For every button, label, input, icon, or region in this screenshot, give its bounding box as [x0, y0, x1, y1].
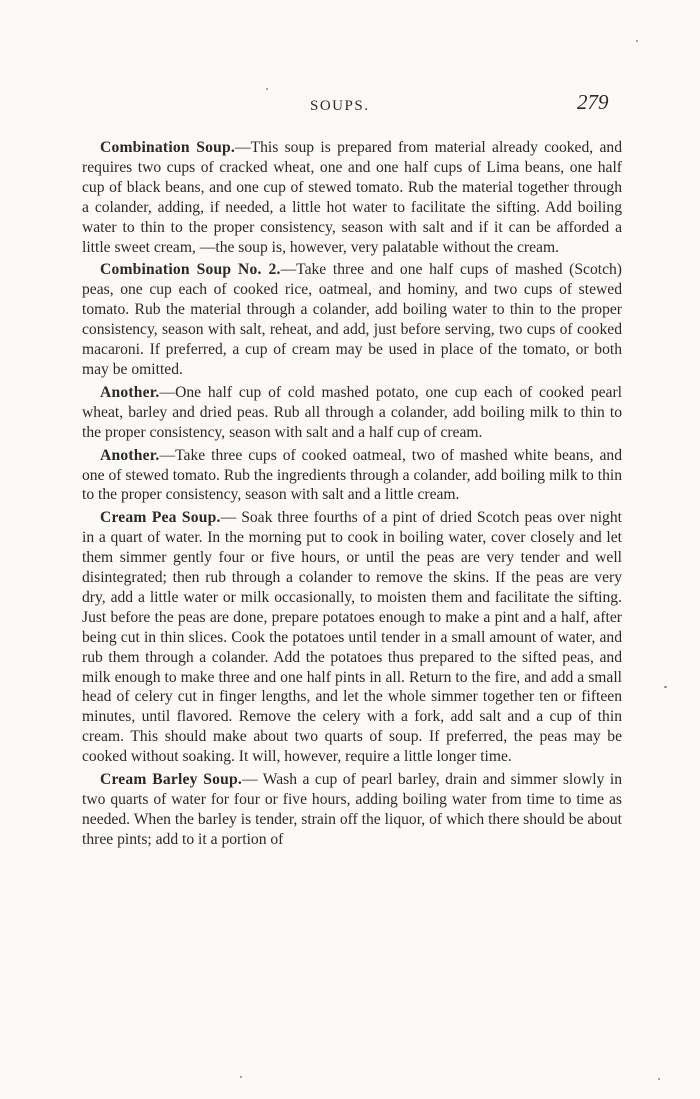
- scan-speck: [664, 686, 667, 688]
- recipe-title: Another.: [100, 383, 160, 401]
- recipe-title: Combination Soup No. 2.: [100, 261, 281, 279]
- recipe-text: —Take three and one half cups of mashed (Scotch) peas, one cup each of cooked rice, oatmeal, and hominy, and two cups of stewed tomato. Rub the material through a colander, add boiling water to thin to the proper consistency, season with salt, reheat, and add, just before serving, two cups of cooked macaroni. If preferred, a cup of cream may be used in place of the tomato, or both may be omitted.: [82, 261, 622, 378]
- scan-speck: [636, 40, 638, 42]
- recipe-title: Cream Barley Soup.: [100, 771, 242, 789]
- recipe-paragraph: [82, 508, 622, 767]
- recipe-text: —This soup is prepared from material already cooked, and requires two cups of cracked wheat, one and one half cups of Lima beans, one half cup of black beans, and one cup of stewed tomato. Rub the material together through a colander, adding, if needed, a little hot water to facilitate the sifting. Add boiling water to thin to the proper consistency, season with salt and if it can be afforded a little sweet cream, —the soup is, however, very palatable without the cream.: [82, 139, 622, 256]
- recipe-paragraph: [82, 383, 622, 443]
- recipe-text: —One half cup of cold mashed potato, one cup each of cooked pearl wheat, barley and dried peas. Rub all through a colander, add boiling milk to thin to the proper consistency, season with salt and a half cup of cream.: [82, 383, 622, 441]
- recipe-paragraph: [82, 770, 622, 850]
- recipe-paragraph: [82, 138, 622, 257]
- scan-speck: [658, 1078, 660, 1080]
- recipe-paragraph: [82, 260, 622, 379]
- page-body: [82, 138, 622, 853]
- running-head: SOUPS.: [310, 98, 370, 114]
- recipe-paragraph: [82, 446, 622, 506]
- recipe-text: — Wash a cup of pearl barley, drain and simmer slowly in two quarts of water for four or five hours, adding boiling water from time to time as needed. When the barley is tender, strain off the liquor, of which there should be about three pints; add to it a portion of: [82, 771, 623, 848]
- page-header: [0, 90, 700, 120]
- recipe-title: Cream Pea Soup.: [100, 509, 221, 527]
- page-number: 279: [577, 90, 609, 114]
- recipe-title: Another.: [100, 446, 160, 464]
- recipe-text: — Soak three fourths of a pint of dried Scotch peas over night in a quart of water. In the morning put to cook in boiling water, cover closely and let them simmer gently four or five hours, or until the peas are very tender and well disintegrated; then rub through a colander to remove the skins. If the peas are very dry, add a little water or milk occasionally, to moisten them and facilitate the sifting. Just before the peas are done, prepare potatoes enough to make a pint and a half, after being cut in thin slices. Cook the potatoes until tender in a small amount of water, and rub them through a colander. Add the potatoes thus prepared to the sifted peas, and milk enough to make three and one half pints in all. Return to the fire, and add a small head of celery cut in finger lengths, and let the whole simmer together ten or fifteen minutes, until flavored. Remove the celery with a fork, add salt and a cup of thin cream. This should make about two quarts of soup. If preferred, the peas may be cooked without soaking. It will, however, require a little longer time.: [82, 509, 622, 766]
- scan-speck: [240, 1076, 242, 1078]
- recipe-title: Combination Soup.: [100, 139, 235, 156]
- scan-speck: [266, 88, 268, 90]
- recipe-text: —Take three cups of cooked oatmeal, two of mashed white beans, and one of stewed tomato. Rub the ingredients through a colander, add boiling milk to thin to the proper consistency, season with salt and a little cream.: [82, 446, 622, 504]
